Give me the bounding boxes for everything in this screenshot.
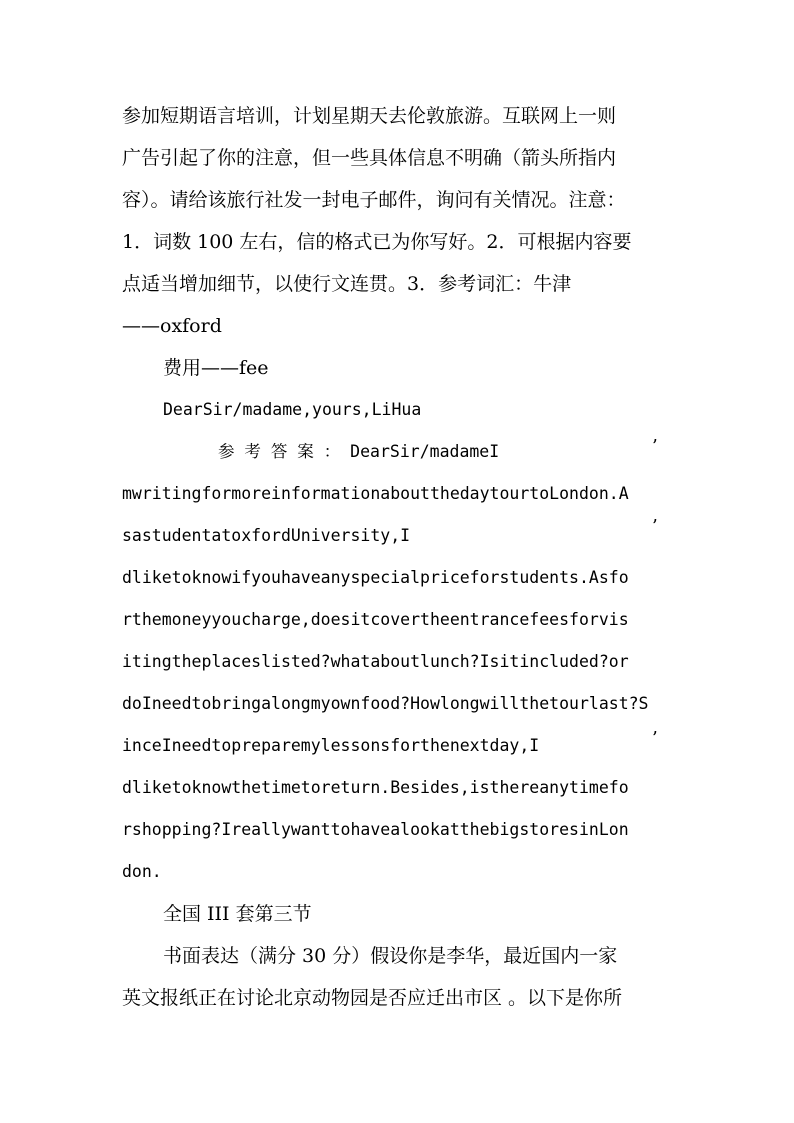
text-line: 1．词数 100 左右，信的格式已为你写好。2．可根据内容要 [122, 231, 632, 253]
letter-format-line: DearSir/madame,yours,LiHua [163, 400, 422, 419]
section-heading: 全国 III 套第三节 [163, 903, 312, 925]
text-line: 参加短期语言培训，计划星期天去伦敦旅游。互联网上一则 [122, 105, 617, 127]
apostrophe-mark: ’ [652, 436, 658, 457]
answer-line: rthemoneyyoucharge,doesitcovertheentrancefeesforvis [122, 610, 629, 629]
text-line: ——oxford [122, 315, 222, 337]
text-line: 英文报纸正在讨论北京动物园是否应迁出市区 。以下是你所 [122, 987, 623, 1009]
answer-line: inceIneedtopreparemylessonsforthenextday,I [122, 736, 540, 755]
answer-line: mwritingformoreinformationaboutthedaytourtoLondon.A [122, 484, 629, 503]
answer-line: rshopping?IreallywanttohavealookatthebigstoresinLon [122, 820, 629, 839]
text-line: 容）。请给该旅行社发一封电子邮件，询问有关情况。注意： [122, 189, 626, 211]
text-line: 广告引起了你的注意，但一些具体信息不明确（箭头所指内 [122, 147, 617, 169]
apostrophe-mark: ’ [652, 516, 658, 537]
vocab-line: 费用——fee [163, 357, 269, 379]
answer-line: dliketoknowthetimetoreturn.Besides,isthereanytimefo [122, 778, 629, 797]
apostrophe-mark: ’ [652, 728, 658, 749]
text-line: 书面表达（满分 30 分）假设你是李华，最近国内一家 [163, 945, 618, 967]
answer-line: itingtheplaceslisted?whataboutlunch?Isitincluded?or [122, 652, 629, 671]
answer-line: sastudentatoxfordUniversity,I [122, 526, 411, 545]
answer-line: don. [122, 862, 162, 881]
answer-line: doIneedtobringalongmyownfood?Howlongwillthetourlast?S [122, 694, 649, 713]
answer-line: dliketoknowifyouhaveanyspecialpriceforstudents.Asfo [122, 568, 629, 587]
answer-heading: 参 考 答 案 ： DearSir/madameI [218, 442, 500, 461]
text-line: 点适当增加细节，以使行文连贯。3．参考词汇：牛津 [122, 273, 572, 295]
